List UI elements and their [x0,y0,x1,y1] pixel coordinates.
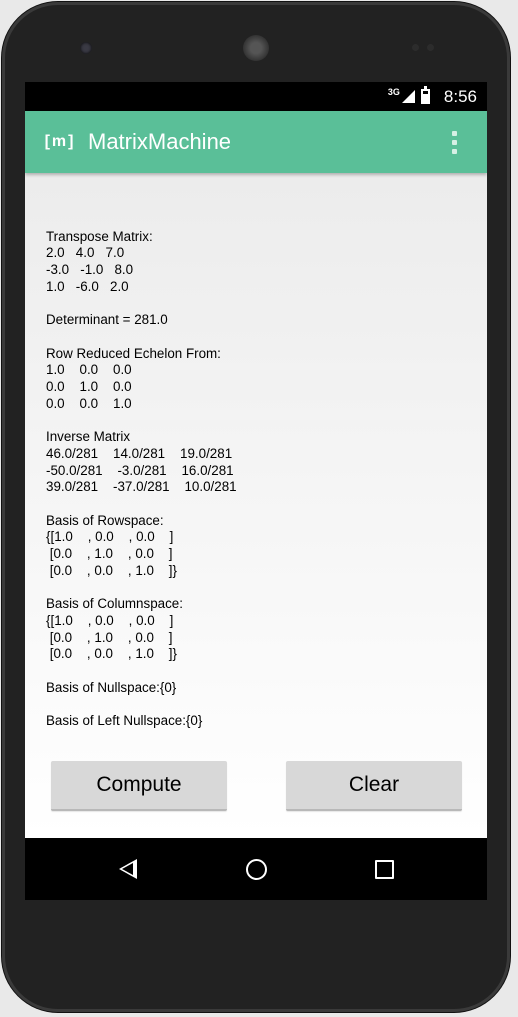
output-line: 0.0 0.0 1.0 [46,395,132,411]
result-output [46,212,237,730]
output-line: 39.0/281 -37.0/281 10.0/281 [46,479,237,495]
front-camera [80,42,92,54]
output-line [46,696,237,713]
battery-icon [421,89,430,104]
output-line: 1.0 0.0 0.0 [46,362,132,378]
back-icon [119,859,137,879]
compute-button[interactable]: Compute [51,761,227,811]
output-line: [0.0 , 0.0 , 1.0 ]} [46,562,178,578]
output-line: Basis of Columnspace: [46,596,183,612]
output-line [46,412,237,429]
proximity-sensor [412,44,436,52]
navigation-bar [25,838,487,900]
app-bar [25,111,487,173]
output-line: Basis of Left Nullspace:{0} [46,713,203,729]
output-line: [0.0 , 1.0 , 0.0 ] [46,629,173,645]
output-line [46,496,237,513]
main-content [25,173,487,838]
output-line: [0.0 , 1.0 , 0.0 ] [46,546,173,562]
earpiece-speaker [243,35,269,61]
nav-recents-button[interactable] [320,838,448,900]
output-line: Basis of Nullspace:{0} [46,679,177,695]
output-line: -3.0 -1.0 8.0 [46,262,134,278]
output-line: 46.0/281 14.0/281 19.0/281 [46,445,233,461]
output-line [46,579,237,596]
home-icon [246,859,267,880]
output-line [46,296,237,313]
overflow-menu-icon[interactable] [452,131,457,154]
status-bar [25,82,487,111]
phone-top-bezel [2,2,510,82]
output-line: Determinant = 281.0 [46,312,168,328]
output-line: Basis of Rowspace: [46,512,164,528]
output-line: {[1.0 , 0.0 , 0.0 ] [46,529,174,545]
output-line [46,212,237,229]
clear-button[interactable]: Clear [286,761,462,811]
output-line: 0.0 1.0 0.0 [46,379,132,395]
network-type: 3G [387,86,400,97]
output-line: Row Reduced Echelon From: [46,345,221,361]
output-line: Transpose Matrix: [46,228,153,244]
output-line: -50.0/281 -3.0/281 16.0/281 [46,462,234,478]
output-line: Inverse Matrix [46,429,131,445]
recents-icon [375,860,394,879]
output-line: 1.0 -6.0 2.0 [46,278,129,294]
status-time: 8:56 [443,86,477,106]
screen [25,82,487,900]
nav-back-button[interactable] [64,838,192,900]
nav-home-button[interactable] [192,838,320,900]
app-title: MatrixMachine [88,129,232,154]
output-line: 2.0 4.0 7.0 [46,245,125,261]
app-logo-icon: [m] [44,133,76,150]
output-line: [0.0 , 0.0 , 1.0 ]} [46,646,178,662]
phone-frame [2,2,510,1012]
output-line: {[1.0 , 0.0 , 0.0 ] [46,612,174,628]
output-line [46,663,237,680]
signal-icon [402,90,415,103]
output-line [46,329,237,346]
